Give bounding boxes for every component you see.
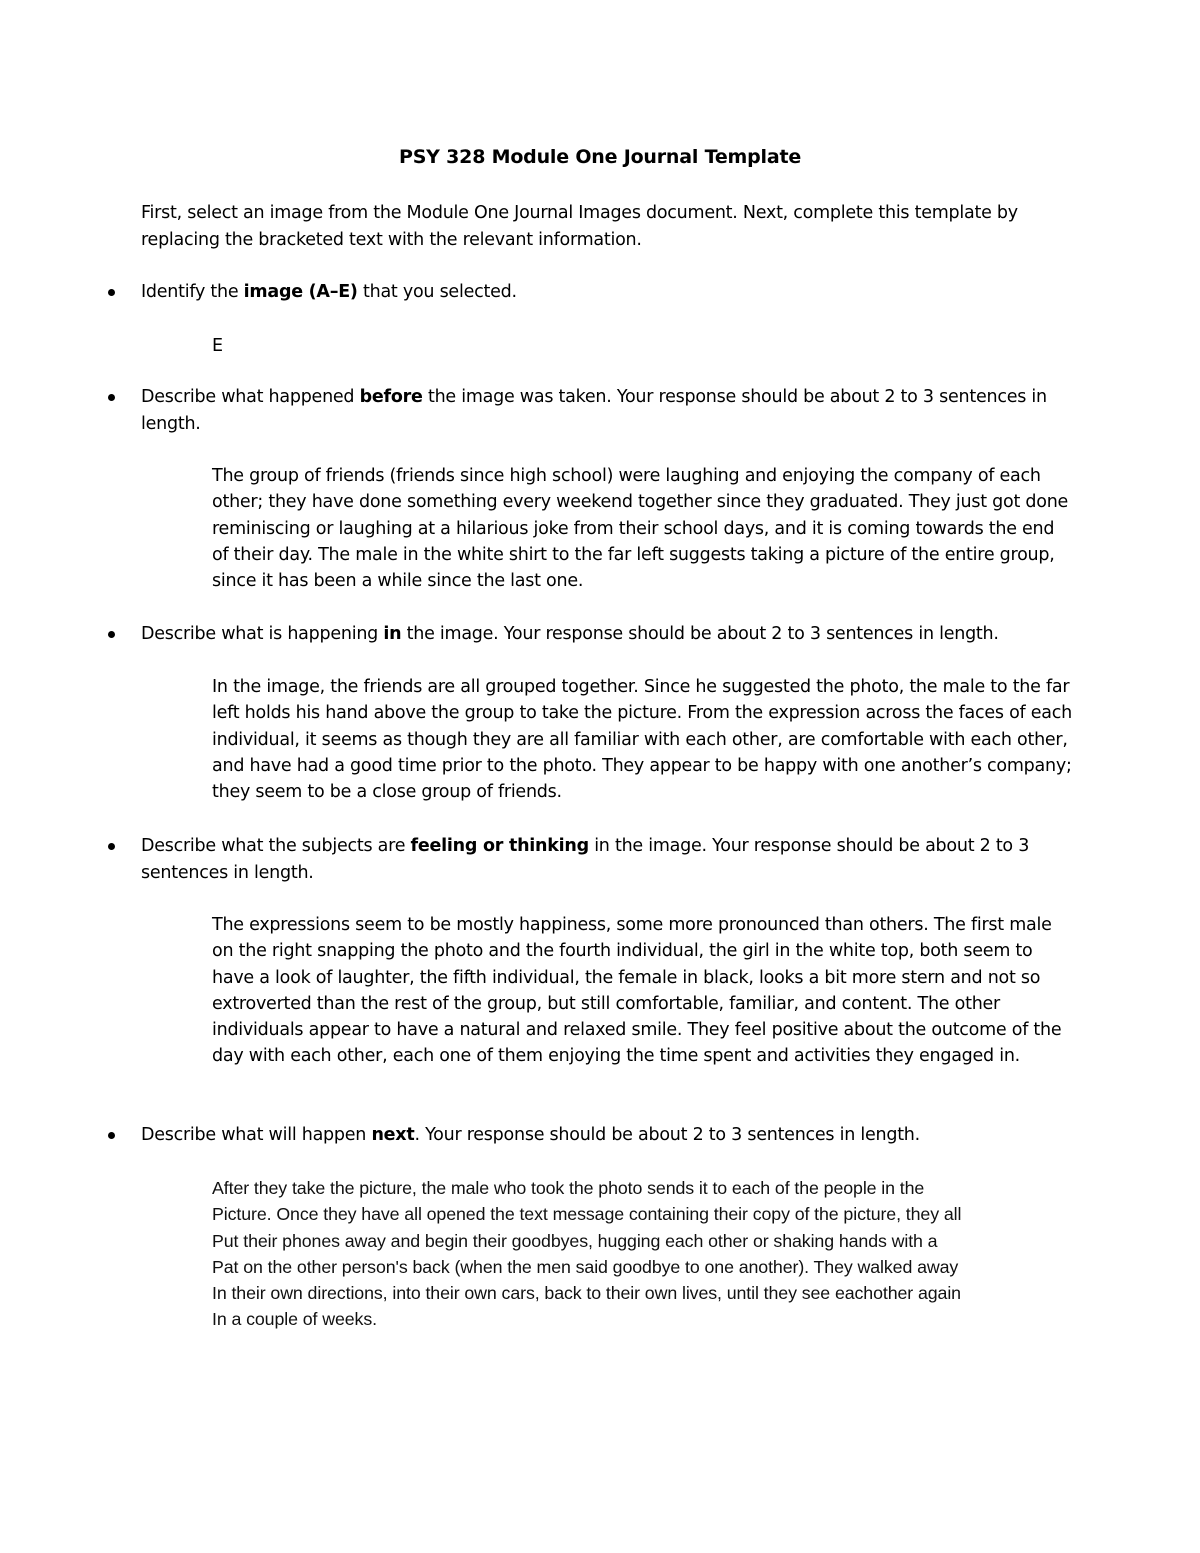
question-text: Describe what will happen (141, 1125, 372, 1145)
answer-line: In a couple of weeks. (212, 1309, 377, 1330)
question-text: Describe what is happening (141, 624, 384, 644)
bullet-icon (108, 1132, 115, 1139)
question-emphasis: before (359, 387, 423, 407)
answer-before: The group of friends (friends since high school) were laughing and enjoying the company of each other; they have done something every weekend together since they graduated. They just got done reminiscing or laughing at a hilarious joke from their school days, and it is coming towards the end of their day. The male in the white shirt to the far left suggests taking a picture of the entire group, since it has been a while since the last one. (212, 466, 1069, 592)
document-title: PSY 328 Module One Journal Template (398, 146, 802, 168)
question-text: Describe what the subjects are (141, 836, 411, 856)
bullet-icon (108, 631, 115, 638)
question-image-selection (141, 279, 1081, 306)
answer-line: After they take the picture, the male who took the photo sends it to each of the people in the (212, 1178, 925, 1198)
question-emphasis: image (A–E) (243, 282, 358, 302)
answer-feeling: The expressions seem to be mostly happiness, some more pronounced than others. The first male on the right snapping the photo and the fourth individual, the girl in the white top, both seem to have a look of laughter, the fifth individual, the female in black, looks a bit more stern and not so extroverted than the rest of the group, but still comfortable, familiar, and content. The other individuals appear to have a natural and relaxed smile. They feel positive about the outcome of the day with each other, each one of them enjoying the time spent and activities they engaged in. (212, 915, 1062, 1067)
question-text: that you selected. (357, 282, 517, 302)
question-emphasis: in (383, 624, 402, 644)
answer-in: In the image, the friends are all grouped together. Since he suggested the photo, the male to the far left holds his hand above the group to take the picture. From the expression across the faces of each individual, it seems as though they are all familiar with each other, are comfortable with each other, and have had a good time prior to the photo. They appear to be happy with one another’s company; they seem to be a close group of friends. (212, 677, 1072, 803)
bullet-icon (108, 843, 115, 850)
question-text: the image was taken. Your response should be about 2 to 3 sentences in length. (141, 387, 1047, 434)
answer-next (212, 1175, 1072, 1333)
answer-line: In their own directions, into their own cars, back to their own lives, until they see eachother again (212, 1283, 961, 1304)
question-text: Identify the (141, 282, 244, 302)
question-before (141, 384, 1081, 437)
bullet-icon (108, 394, 115, 401)
intro-paragraph: First, select an image from the Module One Journal Images document. Next, complete this template by replacing the bracketed text with the relevant information. (141, 203, 1018, 250)
question-emphasis: next (371, 1125, 415, 1145)
answer-line: Put their phones away and begin their goodbyes, hugging each other or shaking hands with a (212, 1230, 938, 1251)
bullet-icon (108, 289, 115, 296)
question-emphasis: feeling or thinking (410, 836, 589, 856)
answer-line: Pat on the other person's back (when the men said goodbye to one another). They walked away (212, 1256, 959, 1277)
question-text: . Your response should be about 2 to 3 sentences in length. (414, 1125, 920, 1145)
answer-image-selection: E (212, 336, 223, 356)
question-text: the image. Your response should be about 2 to 3 sentences in length. (401, 624, 999, 644)
question-next (141, 1122, 1081, 1149)
question-text: in the image. Your response should be about 2 to 3 sentences in length. (141, 836, 1030, 883)
question-in (141, 621, 1081, 648)
question-text: Describe what happened (141, 387, 360, 407)
question-feeling (141, 833, 1081, 886)
answer-line: Picture. Once they have all opened the text message containing their copy of the picture, they all (212, 1204, 962, 1225)
